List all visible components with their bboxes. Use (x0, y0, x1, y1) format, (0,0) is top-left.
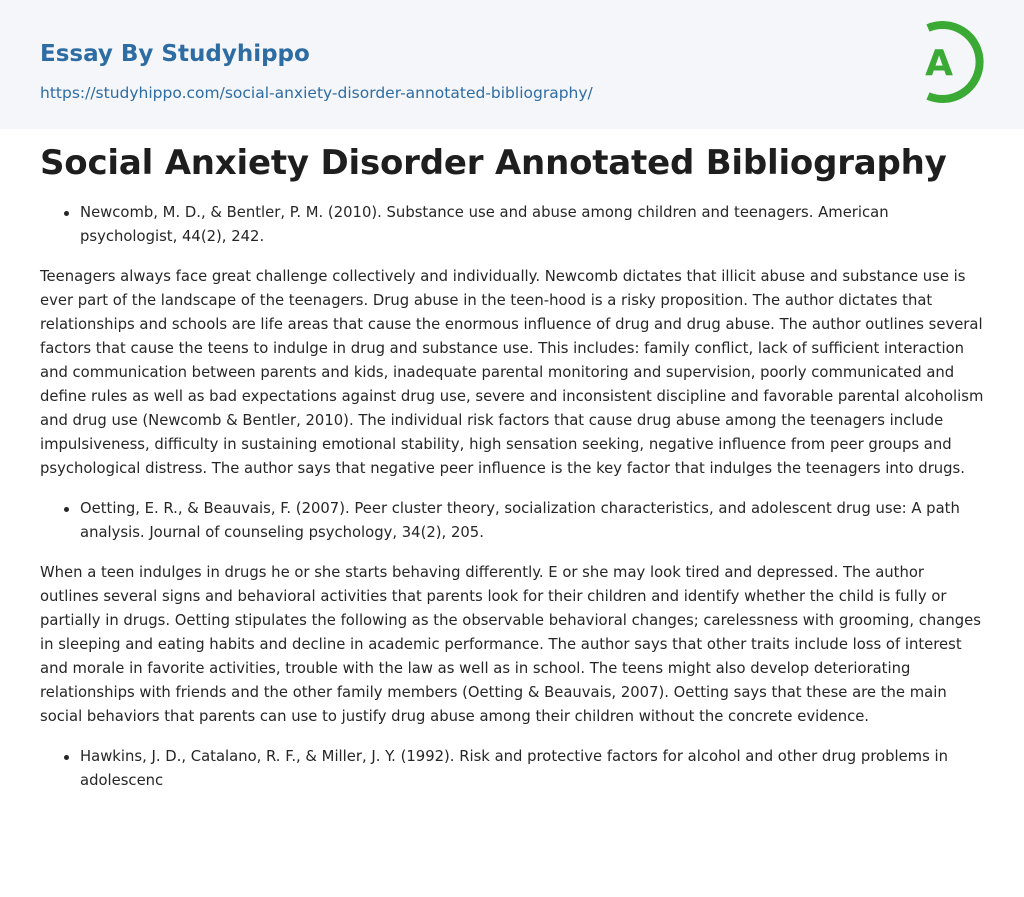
studyhippo-logo-icon[interactable] (912, 18, 986, 106)
site-brand[interactable]: Essay By Studyhippo (40, 41, 310, 67)
essay-content (40, 201, 984, 793)
page-title: Social Anxiety Disorder Annotated Bibliography (40, 143, 947, 183)
essay-paragraph: When a teen indulges in drugs he or she starts behaving differently. E or she may look tired and depressed. The author outlines several signs and behavioral activities that parents look for their children and identify whether the child is fully or partially in drugs. Oetting stipulates the following as the observable behavioral changes; carelessness with grooming, changes in sleeping and eating habits and decline in academic performance. The author says that other traits include loss of interest and morale in favorite activities, trouble with the law as well as in school. The teens might also develop deteriorating relationships with friends and the other family members (Oetting & Beauvais, 2007). Oetting says that these are the main social behaviors that parents can use to justify drug abuse among their children without the concrete evidence. (40, 564, 981, 725)
reference-list (40, 497, 984, 545)
page-url-link[interactable]: https://studyhippo.com/social-anxiety-disorder-annotated-bibliography/ (40, 84, 593, 102)
reference-item: Oetting, E. R., & Beauvais, F. (2007). Peer cluster theory, socialization characteristics, and adolescent drug use: A path analysis. Journal of counseling psychology, 34(2), 205. (80, 497, 984, 545)
reference-item: Hawkins, J. D., Catalano, R. F., & Miller, J. Y. (1992). Risk and protective factors for alcohol and other drug problems in adolescenc (80, 745, 984, 793)
reference-list (40, 745, 984, 793)
reference-item: Newcomb, M. D., & Bentler, P. M. (2010). Substance use and abuse among children and teenagers. American psychologist, 44(2), 242. (80, 201, 984, 249)
reference-list (40, 201, 984, 249)
site-header (0, 0, 1024, 129)
logo-letter: A (925, 43, 953, 84)
essay-paragraph: Teenagers always face great challenge collectively and individually. Newcomb dictates that illicit abuse and substance use is ever part of the landscape of the teenagers. Drug abuse in the teen-hood is a risky proposition. The author dictates that relationships and schools are life areas that cause the enormous influence of drug and drug abuse. The author outlines several factors that cause the teens to indulge in drug and substance use. This includes: family conflict, lack of sufficient interaction and communication between parents and kids, inadequate parental monitoring and supervision, poorly communicated and define rules as well as bad expectations against drug use, severe and inconsistent discipline and favorable parental alcoholism and drug use (Newcomb & Bentler, 2010). The individual risk factors that cause drug abuse among the teenagers include impulsiveness, difficulty in sustaining emotional stability, high sensation seeking, negative influence from peer groups and psychological distress. The author says that negative peer influence is the key factor that indulges the teenagers into drugs. (40, 268, 984, 477)
